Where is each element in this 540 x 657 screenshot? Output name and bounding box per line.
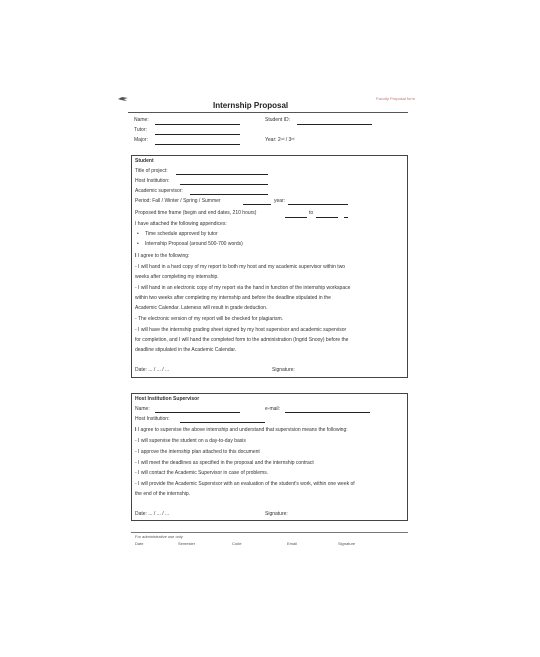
student-agree-heading: I I agree to the following:	[135, 253, 190, 259]
host-agreement-item: - I will contact the Academic Supervisor in case of problems.	[135, 470, 269, 476]
time-frame-label: Proposed time frame (begin and end dates, 210 hours)	[135, 210, 257, 216]
appendix-item: Internship Proposal (around 500-700 words)	[145, 241, 243, 247]
student-agreement-item: for completion, and I will hand the completed form to the administration (Ingrid Snooy) before the	[135, 337, 349, 343]
project-title-label: Title of project:	[135, 168, 168, 174]
host-agree-heading: I I agree to supervise the above internship and understand that supervision means the following:	[135, 427, 348, 433]
academic-supervisor-field[interactable]	[190, 194, 268, 195]
host-agreement-item: the end of the internship.	[135, 491, 191, 497]
bullet-icon: •	[137, 241, 139, 247]
footer-semester-label: Semester	[178, 541, 196, 546]
footer-date-label: Date	[135, 541, 144, 546]
host-institution-label: Host Institution:	[135, 178, 170, 184]
period-label: Period: Fall / Winter / Spring / Summer	[135, 198, 221, 204]
host-institution-field[interactable]	[180, 184, 268, 185]
footer-code-label: Code	[232, 541, 242, 546]
host-date-label: Date: ... / ... / ...	[135, 511, 170, 517]
host-institution-label: Host Institution:	[135, 416, 170, 422]
student-agreement-item: weeks after completing my internship.	[135, 274, 219, 280]
footer-admin-note: For administrative use only	[135, 534, 183, 539]
student-id-field[interactable]	[297, 124, 372, 125]
time-frame-to-label: to	[309, 210, 314, 216]
attached-label: I have attached the following appendices:	[135, 221, 227, 227]
student-heading: Student	[135, 158, 154, 164]
student-agreement-item: deadline stipulated in the Academic Calendar.	[135, 347, 237, 353]
student-agreement-item: - I will hand in an electronic copy of my report via the hand in function of the internship workspace	[135, 285, 351, 291]
host-agreement-item: - I will supervise the student on a day-to-day basis	[135, 438, 246, 444]
name-field[interactable]	[155, 124, 240, 125]
host-signature-label: Signature:	[265, 511, 288, 517]
tutor-field[interactable]	[155, 134, 240, 135]
footer-divider	[131, 532, 408, 533]
footer-email-label: Email	[287, 541, 298, 546]
period-field[interactable]	[243, 204, 271, 205]
page-title: Internship Proposal	[213, 101, 289, 110]
student-signature-label: Signature:	[272, 367, 295, 373]
student-id-label: Student ID:	[265, 117, 291, 123]
student-agreement-item: - I will hand in a hard copy of my report to both my host and my academic supervisor within two	[135, 264, 346, 270]
year-label: Year: 2ⁿᵈ / 3ʳᵈ	[265, 137, 295, 143]
period-year-field[interactable]	[288, 204, 348, 205]
host-heading: Host Institution Supervisor	[135, 396, 200, 402]
project-title-field[interactable]	[176, 174, 268, 175]
student-agreement-item: - The electronic version of my report will be checked for plagiarism.	[135, 316, 284, 322]
student-agreement-item: within two weeks after completing my internship and before the deadline stipulated in the	[135, 295, 331, 301]
logo-icon	[118, 97, 128, 101]
host-agreement-item: - I will meet the deadlines as specified in the proposal and the internship contract	[135, 460, 314, 466]
period-year-label: year:	[274, 198, 286, 204]
time-frame-end-field[interactable]	[316, 217, 338, 218]
title-divider	[128, 112, 408, 113]
footer-signature-label: Signature	[338, 541, 356, 546]
student-agreement-item: Academic Calendar. Lateness will result in grade deduction.	[135, 305, 268, 311]
host-name-label: Name:	[135, 406, 150, 412]
academic-supervisor-label: Academic supervisor:	[135, 188, 183, 194]
student-date-label: Date: ... / ... / ...	[135, 367, 170, 373]
appendix-item: Time schedule approved by tutor	[145, 231, 218, 237]
student-agreement-item: - I will have the internship grading sheet signed by my host supervisor and academic supervisor	[135, 327, 347, 333]
bullet-icon: •	[137, 231, 139, 237]
major-label: Major:	[134, 137, 148, 143]
host-agreement-item: - I will provide the Academic Supervisor with an evaluation of the student's work, within one week of	[135, 481, 355, 487]
header-note: Faculty Proposal form	[376, 96, 415, 101]
major-field[interactable]	[155, 144, 240, 145]
time-frame-start-field[interactable]	[285, 217, 307, 218]
tutor-label: Tutor:	[134, 127, 147, 133]
time-frame-dash	[344, 217, 348, 218]
host-agreement-item: - I approve the internship plan attached to this document	[135, 449, 260, 455]
host-email-label: e-mail:	[265, 406, 281, 412]
host-email-field[interactable]	[285, 412, 370, 413]
name-label: Name:	[134, 117, 149, 123]
host-name-field[interactable]	[155, 412, 240, 413]
host-institution-field[interactable]	[180, 422, 265, 423]
